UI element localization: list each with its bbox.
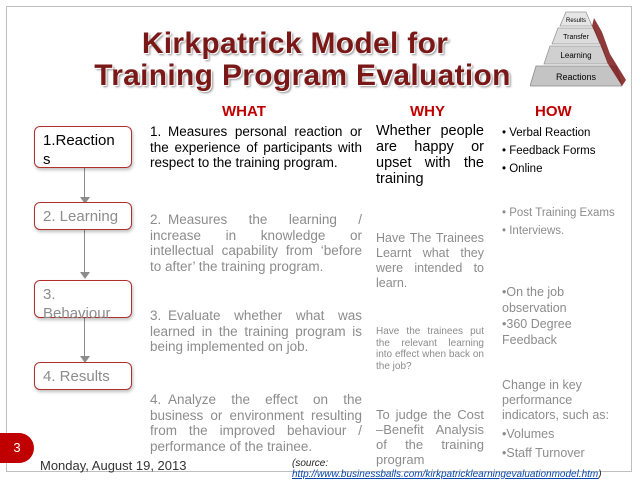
flow-connector xyxy=(84,230,85,274)
pyramid-level-learning: Learning xyxy=(560,51,592,60)
what-item-text: Measures personal reaction or the experience of participants with respect to the training program. xyxy=(150,124,362,170)
what-item-text: Measures the learning / increase in knowledge or intellectual capability from ‘before to after’ the training program. xyxy=(150,212,362,274)
what-item-4 xyxy=(150,392,362,454)
how-bullet: • Online xyxy=(502,163,543,175)
how-bullet: • Interviews. xyxy=(502,225,565,237)
how-learning-list xyxy=(502,204,628,240)
source-link[interactable]: http://www.businessballs.com/kirkpatricklearningevaluationmodel.htm xyxy=(292,469,599,480)
what-item-text: Analyze the effect on the business or environment resulting from the improved behaviour / performance of the trainee. xyxy=(150,392,362,454)
how-bullet: • Post Training Exams xyxy=(502,207,615,219)
stage-reactions: 1.Reaction s xyxy=(34,126,132,168)
what-item-3 xyxy=(150,308,362,355)
source-citation: (source: http://www.businessballs.com/kirkpatricklearningevaluationmodel.htm) xyxy=(292,458,602,480)
what-item-text: Evaluate whether what was learned in the training program is being implemented on job. xyxy=(150,308,362,354)
header-why: WHY xyxy=(410,103,445,120)
slide-title-line1: Kirkpatrick Model for xyxy=(141,27,449,60)
what-item-number: 4. xyxy=(150,392,162,407)
flow-connector xyxy=(84,166,85,200)
flow-arrow-icon xyxy=(80,272,90,279)
why-results: To judge the Cost –Benefit Analysis of the training program xyxy=(376,407,484,467)
flow-connector xyxy=(84,318,85,358)
why-reaction: Whether people are happy or upset with the training xyxy=(376,123,484,187)
how-results-intro: Change in key performance indicators, such as: xyxy=(502,378,609,422)
slide-date: Monday, August 19, 2013 xyxy=(40,458,187,473)
pyramid-level-reactions: Reactions xyxy=(555,72,597,82)
stage-learning: 2. Learning xyxy=(34,202,132,230)
how-results-block xyxy=(502,378,628,461)
stage-behaviour: 3. Behaviour xyxy=(34,280,132,318)
how-bullet: •360 Degree Feedback xyxy=(502,317,572,347)
header-how: HOW xyxy=(535,103,572,120)
header-what: WHAT xyxy=(222,103,266,120)
page-number: 3 xyxy=(0,433,34,463)
how-bullet: •Staff Turnover xyxy=(502,446,585,460)
how-bullet: •Volumes xyxy=(502,427,555,441)
stage-results: 4. Results xyxy=(34,362,132,390)
how-reaction-list xyxy=(502,124,628,178)
how-bullet: •On the job observation xyxy=(502,285,567,315)
what-item-number: 3. xyxy=(150,308,162,323)
pyramid-level-results: Results xyxy=(565,18,587,24)
how-bullet: • Verbal Reaction xyxy=(502,127,591,139)
what-item-number: 2. xyxy=(150,212,162,227)
why-learning: Have The Trainees Learnt what they were intended to learn. xyxy=(376,231,484,290)
what-item-1 xyxy=(150,124,362,171)
what-item-number: 1. xyxy=(150,124,162,139)
why-behaviour: Have the trainees put the relevant learning into effect when back on the job? xyxy=(376,326,484,372)
pyramid-level-transfer: Transfer xyxy=(563,34,589,41)
how-bullet: • Feedback Forms xyxy=(502,145,596,157)
what-item-2 xyxy=(150,212,362,274)
how-behaviour-list xyxy=(502,284,628,348)
slide-title-line2: Training Program Evaluation xyxy=(94,59,511,92)
